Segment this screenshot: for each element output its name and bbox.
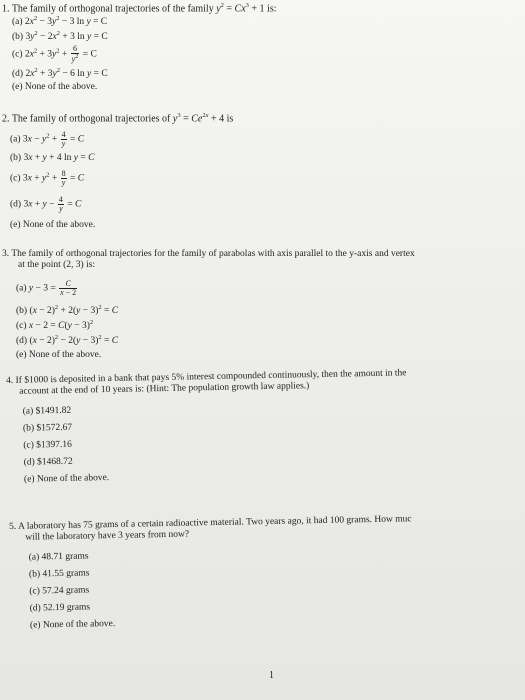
question-4-number: 4. (6, 375, 14, 386)
question-1-option-a[interactable]: (a) $2x^2 - 3y^2 - 3$ ln y = C (12, 15, 108, 28)
question-5 (9, 512, 525, 638)
question-1-option-e[interactable]: (e) None of the above. (12, 82, 98, 93)
question-1-text: The family of orthogonal trajectories of the family (11, 3, 217, 15)
question-2-option-c[interactable]: (c) $3x + y^2$ + $\frac{8}{y}$ = C (10, 169, 85, 188)
question-5-number: 5. (9, 521, 17, 532)
question-1-stem: 1. The family of orthogonal trajectories of the family $y^2 = Cx^3 + 1$ is: (2, 2, 277, 15)
question-1-text-end: is: (264, 3, 277, 15)
question-3-line-2: at the point (2, 3) is: (18, 260, 96, 271)
question-1-number: 1. (2, 3, 10, 15)
question-5-line-2: will the laboratory have 3 years from now? (25, 529, 190, 544)
question-2-text: The family of orthogonal trajectories of (11, 113, 173, 125)
question-5-option-a[interactable]: (a) 48.71 grams (28, 551, 89, 563)
question-2-text-end: is (224, 113, 234, 125)
question-1-option-d[interactable]: (d) $2x^2 + 3y^2 - 6$ ln y = C (12, 67, 108, 80)
question-3 (2, 249, 523, 365)
question-4-option-e[interactable]: (e) None of the above. (23, 472, 110, 485)
question-3-stem (2, 249, 523, 260)
question-4-option-c[interactable]: (c) $1397.16 (23, 439, 72, 451)
question-5-option-c[interactable]: (c) 57.24 grams (29, 585, 90, 597)
question-4-option-a[interactable]: (a) $1491.82 (22, 405, 72, 417)
question-2-number: 2. (2, 113, 10, 125)
question-5-option-d[interactable]: (d) 52.19 grams (29, 602, 91, 614)
question-1 (2, 2, 522, 97)
question-3-option-a[interactable]: (a) y − 3 = $\frac{C}{x - 2}$ (16, 278, 77, 297)
question-2-option-e[interactable]: (e) None of the above. (10, 220, 96, 231)
question-3-line-1: The family of orthogonal trajectories for the family of parabolas with axis parallel to the y-axis and vertex (11, 249, 415, 259)
question-3-option-d[interactable]: (d) $(x - 2)^2 - 2(y - 3)^2 = C$ (16, 333, 119, 346)
question-4 (6, 366, 524, 492)
question-5-option-e[interactable]: (e) None of the above. (29, 618, 116, 631)
question-5-options (29, 543, 525, 638)
question-2-option-b[interactable]: (b) 3x + y + 4 ln y = C (10, 153, 95, 164)
page-number: 1 (269, 670, 274, 681)
question-3-option-b[interactable]: (b) $(x - 2)^2 + 2(y - 3)^2 = C$ (16, 303, 119, 316)
question-2-stem: 2. The family of orthogonal trajectories of $y^3 = Ce^{2x} + 4$ is (2, 112, 234, 125)
question-2-option-a[interactable]: (a) $3x - y^2$ + $\frac{4}{y}$ = C (10, 130, 85, 149)
question-5-option-b[interactable]: (b) 41.55 grams (28, 568, 90, 580)
question-3-number: 3. (2, 249, 10, 259)
question-2 (2, 112, 522, 235)
question-2-option-d[interactable]: (d) 3x + y − $\frac{4}{y}$ = C (10, 195, 82, 214)
question-4-line-1: If $1000 is deposited in a bank that pays 5% interest compounded continuously, then the amount in the (15, 368, 407, 386)
question-4-option-b[interactable]: (b) $1572.67 (22, 422, 73, 434)
question-1-option-c[interactable]: (c) $2x^2 + 3y^2$ + $\frac{6}{y^2}$ = C (12, 44, 97, 64)
question-4-options (23, 397, 525, 492)
question-1-option-b[interactable]: (b) $3y^2 - 2x^2 + 3$ ln y = C (12, 30, 108, 43)
question-4-option-d[interactable]: (d) $1468.72 (23, 456, 73, 468)
question-3-option-e[interactable]: (e) None of the above. (16, 349, 102, 360)
question-3-option-c[interactable]: (c) $x - 2 = C(y - 3)^2$ (16, 318, 94, 331)
question-4-line-2: account at the end of 10 years is: (Hint: The population growth law applies.) (19, 381, 310, 398)
question-5-line-1: A laboratory has 75 grams of a certain radioactive material. Two years ago, it had 100 grams. How muc (17, 514, 412, 532)
